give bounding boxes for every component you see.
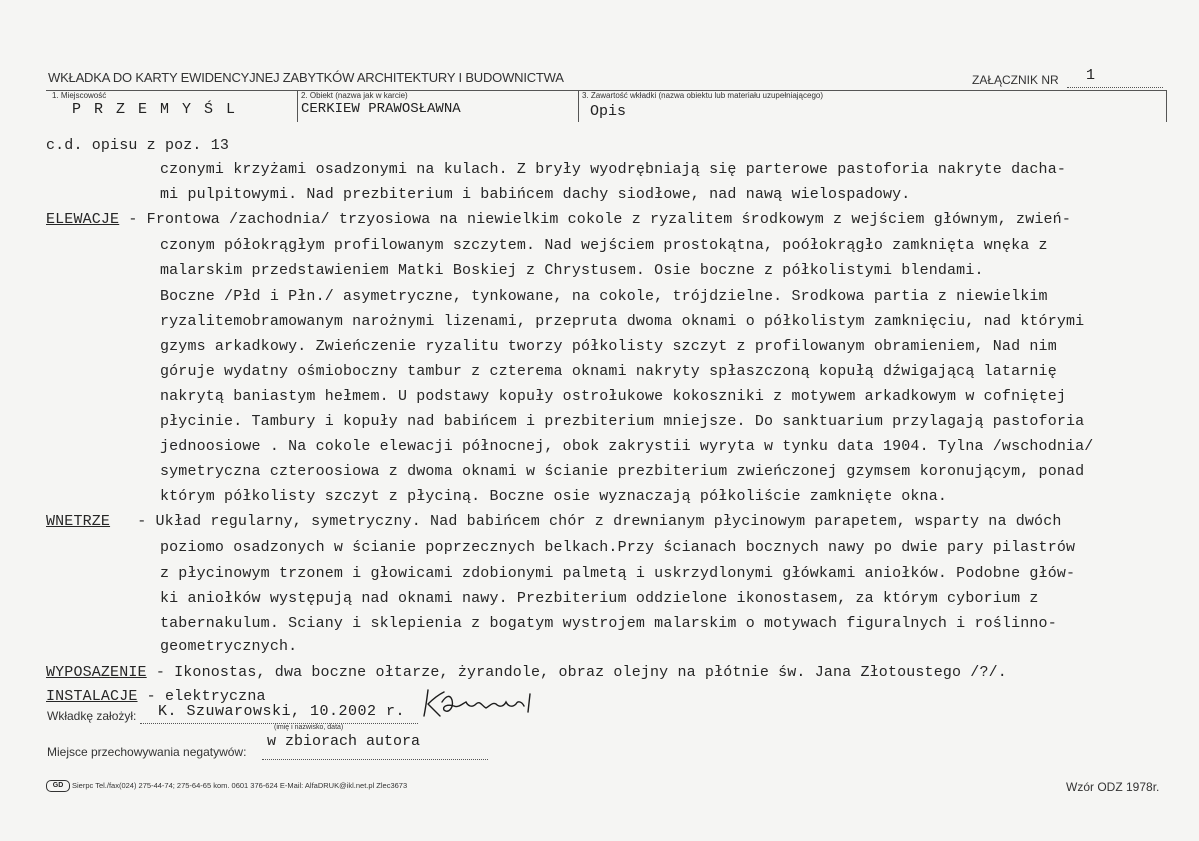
field-3-value: Opis [590, 103, 627, 120]
field-divider-3 [1166, 90, 1167, 122]
line-text: - Ikonostas, dwa boczne ołtarze, żyrandole, obraz olejny na płótnie św. Jana Złotoustego /?/. [146, 664, 1007, 681]
line-text: którym półkolisty szczyt z płyciną. Boczne osie wyznaczają półkoliście zamknięte okna. [160, 488, 948, 505]
body-line [160, 412, 1084, 432]
annex-label: ZAŁĄCZNIK NR [972, 73, 1059, 87]
line-text: ki aniołków występują nad oknami nawy. Prezbiterium oddzielone ikonostasem, za którym cyborium z [160, 590, 1039, 607]
line-text: czonym półokrągłym profilowanym szczytem. Nad wejściem prostokątna, poółokrągło zamknięta wnęka z [160, 237, 1048, 254]
field-1-label: 1. Miejscowość [52, 91, 107, 100]
printer-info: Sierpc Tel./fax(024) 275-44-74; 275-64-65 kom. 0601 376-624 E-Mail: AlfaDRUK@ikl.net.pl Zlec3673 [72, 781, 408, 790]
printer-logo-text: GD [52, 782, 64, 789]
body-line [160, 564, 1075, 584]
section-label: WNETRZE [46, 513, 111, 530]
body-line [160, 185, 910, 205]
line-text: czonymi krzyżami osadzonymi na kulach. Z bryły wyodrębniają się parterowe pastoforia nakryte dacha- [160, 161, 1066, 178]
printer-logo [46, 780, 70, 792]
founder-value: K. Szuwarowski, 10.2002 r. [158, 703, 406, 720]
body-line [160, 236, 1048, 256]
founder-hint: (imię i nazwisko, data) [274, 724, 344, 731]
field-divider-1 [297, 90, 298, 122]
line-text: płycinie. Tambury i kopuły nad babińcem i prezbiterium mniejsze. Do sanktuarium przylagają pastoforia [160, 413, 1085, 430]
body-line [160, 261, 984, 281]
body-line [46, 512, 1062, 532]
body-line [160, 538, 1075, 558]
line-text: geometrycznych. [160, 638, 298, 655]
body-line [160, 362, 1057, 382]
body-line [46, 210, 1071, 230]
body-line [160, 614, 1057, 634]
line-text: malarskim przedstawieniem Matki Boskiej z Chrystusem. Osie boczne z półkolistymi blendami. [160, 262, 984, 279]
annex-dotted-line [1067, 86, 1163, 88]
body-line [160, 312, 1084, 332]
body-line [160, 160, 1066, 180]
section-label: ELEWACJE [46, 211, 120, 228]
line-text: gzyms arkadkowy. Zwieńczenie ryzalitu tworzy półkolisty szczyt z profilowanym obramieniem, Nad nim [160, 338, 1057, 355]
line-text: - Frontowa /zachodnia/ trzyosiowa na niewielkim cokole z ryzalitem środkowym z wejściem głównym, zwień- [119, 211, 1071, 228]
line-text: nakrytą baniastym hełmem. U podstawy kopuły ostrołukowe kokoszniki z motywem arkadkowym w cofniętej [160, 388, 1066, 405]
field-2-label: 2. Obiekt (nazwa jak w karcie) [301, 91, 408, 100]
body-line [160, 387, 1066, 407]
line-text: - Układ regularny, symetryczny. Nad babińcem chór z drewnianym płycinowym parapetem, wsparty na dwóch [128, 513, 1062, 530]
body-line [160, 437, 1093, 457]
line-text: poziomo osadzonych w ścianie poprzecznych belkach.Przy ścianach bocznych nawy po dwie pary pilastrów [160, 539, 1076, 556]
body-line [160, 637, 297, 657]
field-3-label: 3. Zawartość wkładki (nazwa obiektu lub materiału uzupełniającego) [582, 91, 824, 100]
body-line [160, 589, 1039, 609]
section-label: INSTALACJE [46, 688, 138, 705]
line-text: ryzalitemobramowanym narożnymi lizenami, przepruta dwoma oknami o półkolistym zamknięciu, nad którymi [160, 313, 1085, 330]
line-text: góruje wydatny ośmioboczny tambur z czterema oknami nakryty spłaszczoną kopułą dźwigającą latarnię [160, 363, 1057, 380]
storage-dotted-line [262, 758, 488, 760]
body-line [160, 287, 1048, 307]
body-line [160, 462, 1084, 482]
section-label: WYPOSAZENIE [46, 664, 147, 681]
line-text: c.d. opisu z poz. 13 [46, 137, 230, 154]
field-divider-2 [578, 90, 579, 122]
line-text: mi pulpitowymi. Nad prezbiterium i babińcem dachy siodłowe, nad nawą wielospadowy. [160, 186, 911, 203]
body-line [46, 136, 229, 156]
line-text: - elektryczna [137, 688, 266, 705]
line-text: Boczne /Płd i Płn./ asymetryczne, tynkowane, na cokole, trójdzielne. Srodkowa partia z niewielkim [160, 288, 1048, 305]
annex-number: 1 [1086, 67, 1096, 84]
line-text: z płycinowym trzonem i głowicami zdobionymi palmetą i uskrzydlonymi główkami aniołków. Podobne głów- [160, 565, 1076, 582]
card-title: WKŁADKA DO KARTY EWIDENCYJNEJ ZABYTKÓW ARCHITEKTURY I BUDOWNICTWA [48, 70, 564, 85]
field-2-value: CERKIEW PRAWOSŁAWNA [301, 101, 461, 117]
line-text: tabernakulum. Sciany i sklepienia z bogatym wystrojem malarskim o motywach figuralnych i roślinno- [160, 615, 1057, 632]
founder-label: Wkładkę założył: [47, 709, 137, 723]
signature [418, 686, 548, 726]
storage-label: Miejsce przechowywania negatywów: [47, 745, 247, 759]
body-line [46, 663, 1007, 683]
body-line [160, 487, 947, 507]
line-text: symetryczna czteroosiowa z dwoma oknami w ścianie prezbiterium zwieńczonej gzymsem koronującym, ponad [160, 463, 1085, 480]
line-text: jednoosiowe . Na cokole elewacji północnej, obok zakrystii wyryta w tynku data 1904. Tylna /wschodnia/ [160, 438, 1094, 455]
form-model: Wzór ODZ 1978r. [1066, 780, 1160, 794]
field-1-value: P R Z E M Y Ś L [72, 101, 238, 118]
storage-value: w zbiorach autora [267, 733, 421, 750]
body-line [160, 337, 1057, 357]
